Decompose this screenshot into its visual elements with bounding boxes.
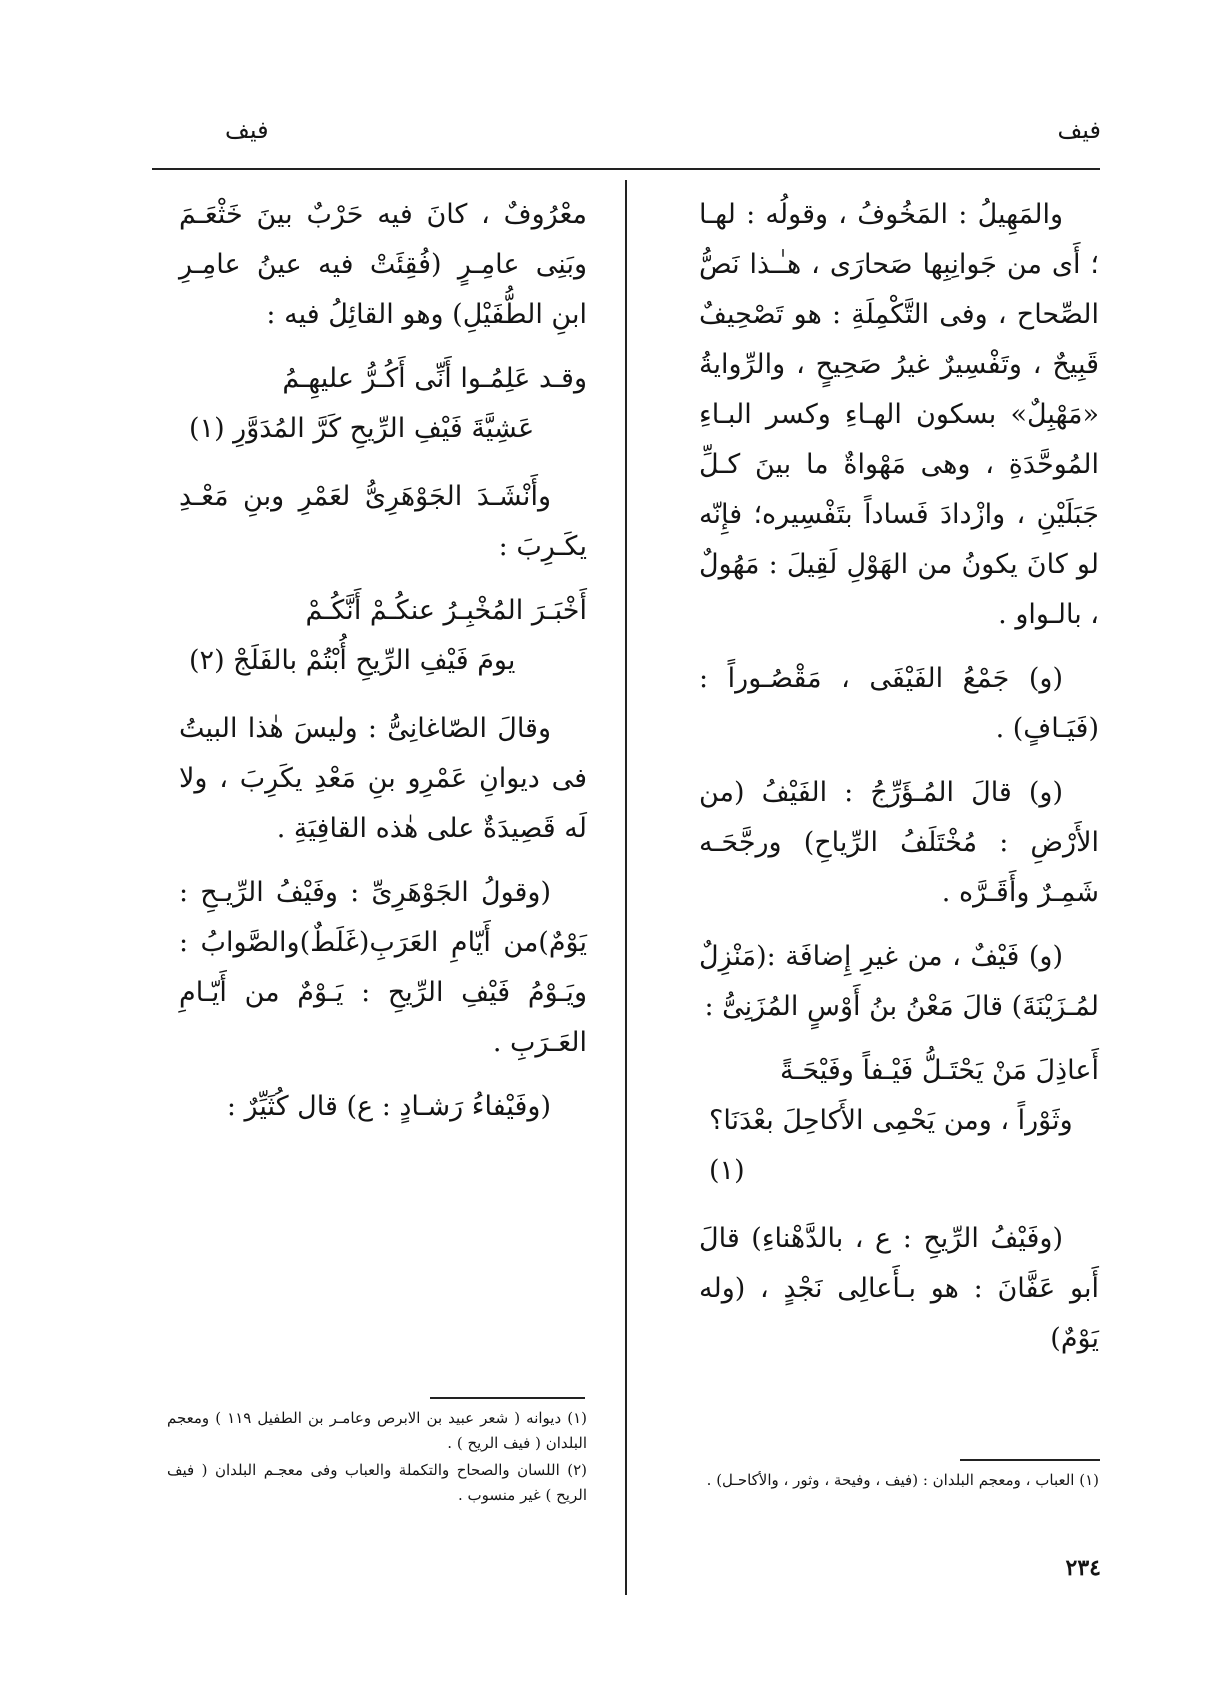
paragraph: والمَهِيلُ : المَخُوفُ ، وقولُه : لهـا ؛ أَى من جَوانِبِها صَحارَى ، هـٰـذا نَصُّ الصِّحاح ، وفى التَّكْمِلَةِ : هو تَصْحِيفٌ قَبِيحٌ ، وتَفْسِيرٌ غيرُ صَحِيحٍ ، والرِّوايةُ «مَهْبِلٌ» بسكون الهـاءِ وكسر البـاءِ المُوحَّدَةِ ، وهى مَهْواةٌ ما بينَ كـلِّ جَبَلَيْنِ ، وازْدادَ فَساداً بتَفْسِيره؛ فإِنّه لو كانَ يكونُ من الهَوْلِ لَقِيلَ : مَهُولٌ ، بالـواو . (699, 199, 1099, 630)
right-column (699, 190, 1099, 1378)
paragraph: (وفَيْفاءُ رَشـادٍ : ع) قال كُثَيِّرٌ : (226, 1091, 551, 1122)
verse (699, 1046, 1099, 1196)
verse-hemistich-2: وثَوْراً ، ومن يَحْمِى الأَكاحِلَ بعْدَنَا؟ (١) (709, 1105, 1073, 1186)
paragraph: (وفَيْفُ الرِّيحِ : ع ، بالدَّهْناءِ) قالَ أَبو عَفَّانَ : هو بـأَعالِى نَجْدٍ ، (وله يَوْمٌ) (699, 1223, 1099, 1354)
running-header-left: فيف (225, 116, 269, 144)
verse-hemistich-1: أَعاذِلَ مَنْ يَحْتَـلُّ فَيْـفاً وفَيْحَـةً (779, 1055, 1099, 1086)
verse-hemistich-1: وقـد عَلِمُـوا أَنِّى أَكُـرُّ عليهِـمُ (282, 363, 587, 394)
footnote-rule (960, 1459, 1100, 1461)
paragraph: (وقولُ الجَوْهَرِىِّ : وفَيْفُ الرِّيـحِ : يَوْمٌ)من أَيّامِ العَرَبِ(غَلَطٌ)والصَّوابُ : ويَـوْمُ فَيْفِ الرِّيحِ : يَـوْمٌ من أَيّـامِ العَـرَبِ . (179, 877, 587, 1058)
running-header-right: فيف (1057, 116, 1101, 144)
header-rule (152, 168, 1100, 170)
page-number: ٢٣٤ (1065, 1555, 1101, 1581)
paragraph: معْرُوفٌ ، كانَ فيه حَرْبٌ بينَ خَثْعَـمَ وبَنِى عامِـرٍ (فُقِئَتْ فيه عينُ عامِـرِ ابنِ الطُّفَيْلِ) وهو القائِلُ فيه : (179, 199, 587, 330)
footnotes-left (167, 1406, 587, 1510)
paragraph: وقالَ الصّاغانِىُّ : وليسَ هٰذا البيتُ فى ديوانِ عَمْرِو بنِ مَعْدِ يكَرِبَ ، ولا لَه قَصِيدَةٌ على هٰذه القافِيَةِ . (179, 713, 587, 844)
verse (179, 354, 587, 454)
verse-hemistich-2: يومَ فَيْفِ الرِّيحِ أُبْتُمْ بالفَلَجْ (٢) (189, 645, 516, 676)
paragraph: وأَنْشَـدَ الجَوْهَرِىُّ لعَمْرِ وبنِ مَعْـدِ يكَـرِبَ : (179, 481, 587, 562)
footnote: (١) العباب ، ومعجم البلدان : (فيف ، وفيحة ، وثور ، والأكاحـل) . (706, 1471, 1099, 1489)
left-column (179, 190, 587, 1146)
footnote: (٢) اللسان والصحاح والتكملة والعباب وفى معجـم البلدان ( فيف الريح ) غير منسوب . (167, 1461, 587, 1504)
column-divider (625, 180, 627, 1595)
footnotes-right (699, 1468, 1099, 1495)
verse-hemistich-2: عَشِيَّةَ فَيْفِ الرِّيحِ كَرَّ المُدَوَّرِ (١) (189, 413, 535, 444)
footnote: (١) ديوانه ( شعر عبيد بن الابرص وعامـر بن الطفيل ١١٩ ) ومعجم البلدان ( فيف الريح ) . (167, 1409, 587, 1452)
verse (179, 586, 587, 686)
paragraph: (و) جَمْعُ الفَيْفَى ، مَقْصُـوراً : (فَيَـافٍ) . (699, 663, 1099, 744)
footnote-rule (430, 1397, 585, 1399)
verse-hemistich-1: أَخْبَـرَ المُخْبِـرُ عنكُـمْ أَنَّكُـمْ (305, 595, 587, 626)
paragraph: (و) قالَ المُـؤَرِّجُ : الفَيْفُ (من الأَرْضِ : مُخْتَلَفُ الرِّياحِ) ورجَّحَـه شَمِـرٌ وأَقَـرَّه . (699, 777, 1099, 908)
paragraph: (و) فَيْفٌ ، من غيرِ إِضافَة :(مَنْزِلٌ لمُـزَيْنَةَ) قالَ مَعْنُ بنُ أَوْسٍ المُزَنِىُّ : (699, 941, 1099, 1022)
